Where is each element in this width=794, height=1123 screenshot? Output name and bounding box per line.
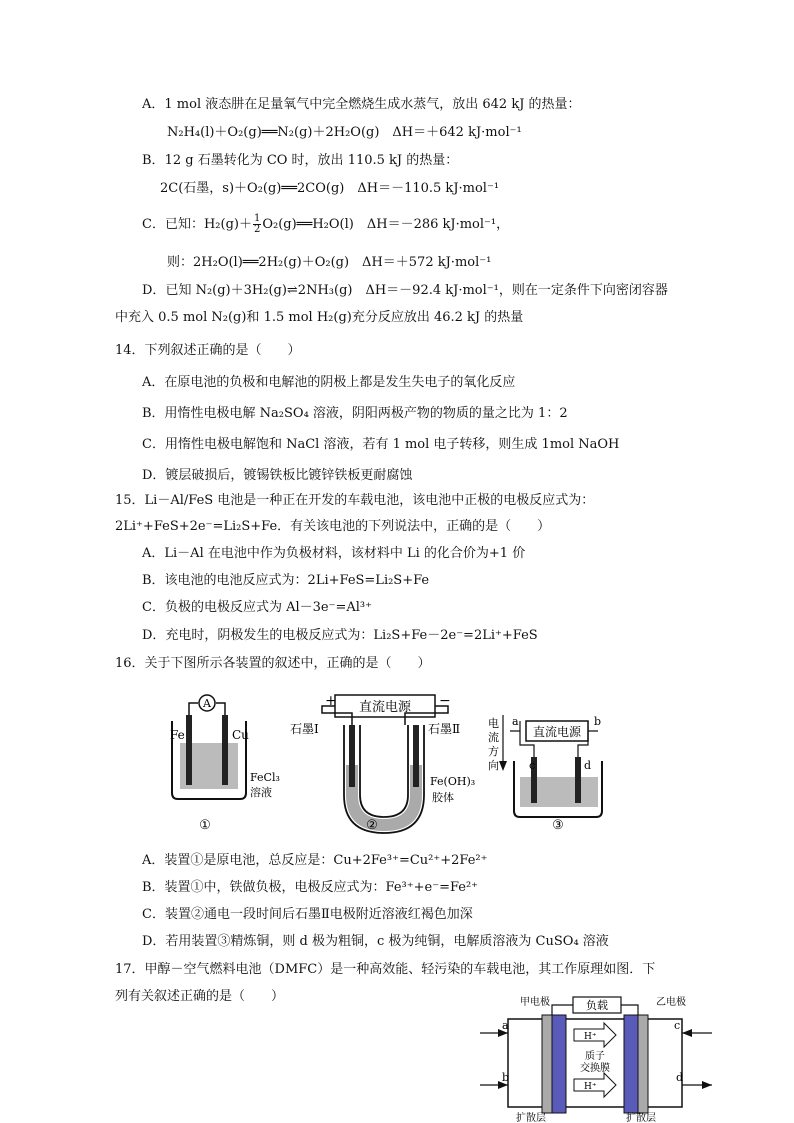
- q17-stem: 17．甲醇－空气燃料电池（DMFC）是一种高效能、轻污染的车载电池，其工作原理如图．下: [115, 962, 656, 977]
- label-1: ①: [199, 818, 211, 833]
- svg-text:负载: 负载: [586, 999, 608, 1012]
- q15-option-a: A．Li－Al 在电池中作为负极材料，该材料中 Li 的化合价为+1 价: [142, 546, 526, 561]
- q14-option-a: A．在原电池的负极和电解池的阴极上都是发生失电子的氧化反应: [142, 375, 516, 390]
- label-2: ②: [366, 818, 378, 833]
- q13-option-d: D．已知 N₂(g)＋3H₂(g)⇌2NH₃(g) ΔH＝－92.4 kJ·mol⁻¹，则在一定条件下向密闭容器: [142, 283, 668, 298]
- label-feoh3: Fe(OH)₃: [430, 775, 476, 788]
- q13-option-b-equation: 2C(石墨，s)＋O₂(g)══2CO(g) ΔH＝－110.5 kJ·mol⁻¹: [160, 181, 500, 196]
- apparatus-1: [170, 695, 280, 833]
- current-direction-2: 流: [488, 731, 499, 744]
- q16-option-d: D．若用装置③精炼铜，则 d 极为粗铜，c 极为纯铜，电解质溶液为 CuSO₄ 溶液: [142, 934, 609, 949]
- current-direction-1: 电: [488, 717, 499, 730]
- q13-option-c-equation: 则：2H₂O(l)══2H₂(g)＋O₂(g) ΔH＝＋572 kJ·mol⁻¹: [167, 255, 492, 270]
- q13-option-c: C．已知：H₂(g)＋ $\frac{1}{2}$ O₂(g)══H₂O(l) ΔH＝－286 kJ·mol⁻¹，: [142, 213, 510, 235]
- svg-text:直流电源: 直流电源: [532, 725, 582, 739]
- label-graphite-2: 石墨Ⅱ: [428, 722, 461, 736]
- q16-option-b: B．装置①中，铁做负极，电极反应式为：Fe³⁺+e⁻=Fe²⁺: [142, 880, 479, 895]
- svg-text:b: b: [502, 1071, 510, 1084]
- q14-stem: 14．下列叙述正确的是（ ）: [115, 343, 301, 358]
- label-fecl3: FeCl₃: [250, 771, 280, 784]
- q15-option-c: C．负极的电极反应式为 Al－3e⁻=Al³⁺: [142, 600, 372, 615]
- apparatus-3: [488, 715, 602, 833]
- fe-electrode: [186, 715, 192, 785]
- label-cu: Cu: [232, 728, 249, 742]
- q15-option-d: D．充电时，阴极发生的电极反应式为：Li₂S+Fe－2e⁻=2Li⁺+FeS: [142, 628, 538, 643]
- graphite-2: [413, 725, 419, 787]
- svg-text:−: −: [439, 693, 451, 709]
- q15-stem-continued: 2Li⁺+FeS+2e⁻=Li₂S+Fe．有关该电池的下列说法中，正确的是（ ）: [115, 519, 551, 534]
- svg-text:d: d: [584, 759, 592, 772]
- label-graphite-1: 石墨Ⅰ: [290, 722, 319, 736]
- svg-text:H⁺: H⁺: [584, 1082, 597, 1092]
- q15-stem: 15．Li－Al/FeS 电池是一种正在开发的车载电池，该电池中正极的电极反应式为：: [115, 493, 595, 508]
- label-colloid: 胶体: [432, 791, 454, 804]
- q16-stem: 16．关于下图所示各装置的叙述中，正确的是（ ）: [115, 656, 431, 671]
- label-diffusion-2: 扩散层: [626, 1113, 656, 1123]
- q15-option-b: B．该电池的电池反应式为：2Li+FeS=Li₂S+Fe: [142, 573, 430, 588]
- svg-text:交换膜: 交换膜: [580, 1063, 610, 1074]
- svg-text:直流电源: 直流电源: [358, 700, 412, 715]
- svg-text:c: c: [674, 1019, 681, 1032]
- q17-stem-continued: 列有关叙述正确的是（ ）: [115, 989, 285, 1004]
- svg-text:b: b: [594, 715, 602, 728]
- q13-option-b: B．12 g 石墨转化为 CO 时，放出 110.5 kJ 的热量：: [142, 153, 459, 168]
- label-3: ③: [552, 818, 564, 833]
- q16-option-c: C．装置②通电一段时间后石墨Ⅱ电极附近溶液红褐色加深: [142, 907, 473, 922]
- q13-option-a-equation: N₂H₄(l)＋O₂(g)══N₂(g)＋2H₂O(g) ΔH＝＋642 kJ·mol⁻¹: [167, 125, 522, 140]
- q16-option-a: A．装置①是原电池，总反应是：Cu+2Fe³⁺=Cu²⁺+2Fe²⁺: [142, 853, 488, 868]
- current-direction-4: 向: [488, 759, 499, 772]
- q14-option-b: B．用惰性电极电解 Na₂SO₄ 溶液，阴阳两极产物的物质的量之比为 1：2: [142, 406, 568, 421]
- svg-text:d: d: [676, 1071, 684, 1084]
- q14-option-d: D．镀层破损后，镀锡铁板比镀锌铁板更耐腐蚀: [142, 468, 413, 483]
- svg-text:a: a: [512, 715, 519, 728]
- label-jia-electrode: 甲电极: [520, 997, 550, 1008]
- q13-option-a: A．1 mol 液态肼在足量氧气中完全燃烧生成水蒸气，放出 642 kJ 的热量：: [142, 97, 581, 112]
- label-diffusion-1: 扩散层: [516, 1113, 546, 1123]
- svg-text:质子: 质子: [585, 1051, 605, 1062]
- label-fe: Fe: [170, 728, 185, 742]
- graphite-1: [349, 725, 355, 787]
- q14-option-c: C．用惰性电极电解饱和 NaCl 溶液，若有 1 mol 电子转移，则生成 1mol NaOH: [142, 437, 620, 452]
- current-direction-3: 方: [488, 745, 499, 758]
- fraction-half: $\frac{1}{2}$: [253, 213, 261, 235]
- apparatus-2: [290, 693, 475, 833]
- label-solution: 溶液: [250, 786, 272, 799]
- svg-text:A: A: [203, 697, 211, 710]
- q13-option-d-continued: 中充入 0.5 mol N₂(g)和 1.5 mol H₂(g)充分反应放出 46.2 kJ 的热量: [115, 310, 524, 325]
- svg-text:c: c: [529, 759, 536, 772]
- q17-fuel-cell-figure: [480, 993, 740, 1123]
- svg-text:+: +: [325, 693, 337, 709]
- cu-electrode: [222, 715, 228, 785]
- svg-text:H⁺: H⁺: [584, 1032, 597, 1042]
- q16-apparatus-figure: [0, 685, 794, 845]
- svg-text:a: a: [502, 1019, 509, 1032]
- label-yi-electrode: 乙电极: [656, 997, 686, 1008]
